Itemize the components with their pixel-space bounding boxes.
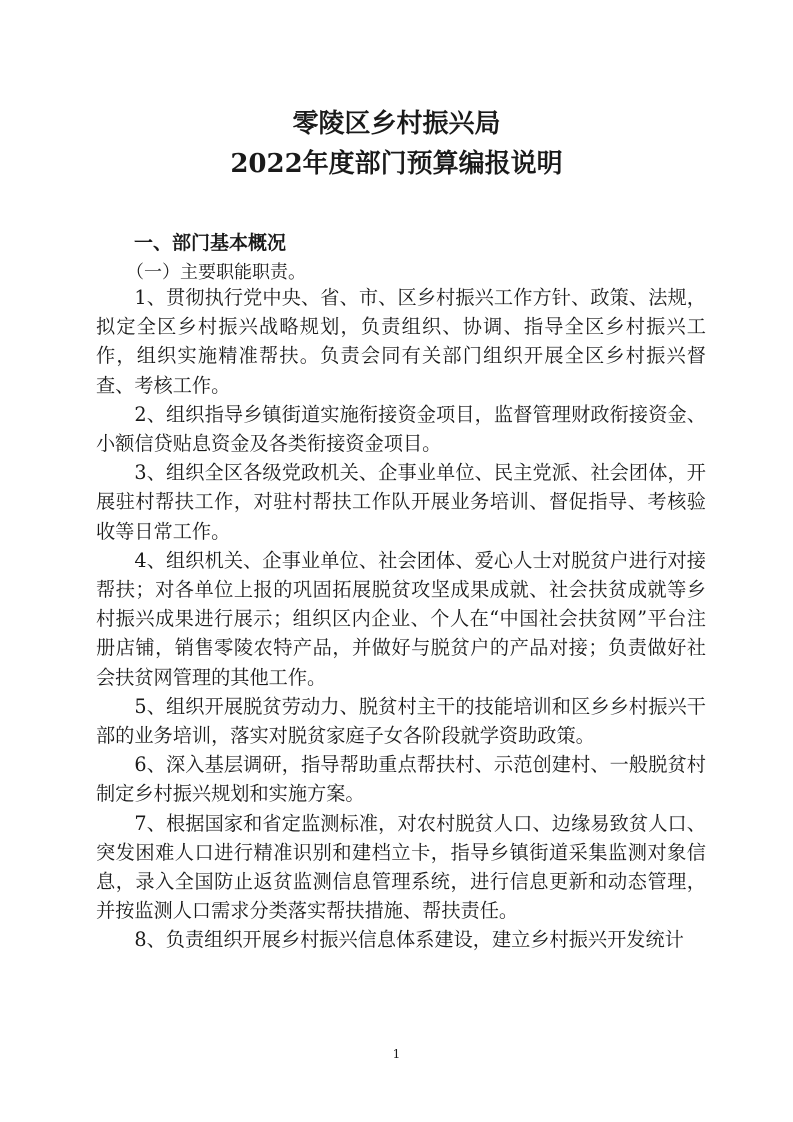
document-title-line-2: 2022年度部门预算编报说明 bbox=[230, 149, 563, 179]
document-title-line-1: 零陵区乡村振兴局 bbox=[292, 109, 501, 139]
section-heading: 一、部门基本概况 bbox=[134, 232, 287, 254]
paragraph-7: 7、根据国家和省定监测标准，对农村脱贫人口、边缘易致贫人口、突发困难人口进行精准识别和建档立卡，指导乡镇街道采集监测对象信息，录入全国防止返贫监测信息管理系统，进行信息更新和动态管理，并按监测人口需求分类落实帮扶措施、帮扶责任。 bbox=[96, 811, 706, 923]
paragraph-5: 5、组织开展脱贫劳动力、脱贫村主干的技能培训和区乡乡村振兴干部的业务培训，落实对脱贫家庭子女各阶段就学资助政策。 bbox=[96, 694, 706, 748]
paragraph-3: 3、组织全区各级党政机关、企事业单位、民主党派、社会团体，开展驻村帮扶工作，对驻村帮扶工作队开展业务培训、督促指导、考核验收等日常工作。 bbox=[96, 461, 706, 543]
paragraph-8: 8、负责组织开展乡村振兴信息体系建设，建立乡村振兴开发统计 bbox=[134, 928, 684, 952]
subsection-heading: （一）主要职能职责。 bbox=[126, 262, 306, 283]
paragraph-4: 4、组织机关、企事业单位、社会团体、爱心人士对脱贫户进行对接帮扶；对各单位上报的巩固拓展脱贫攻坚成果成就、社会扶贫成就等乡村振兴成果进行展示；组织区内企业、个人在“中国社会扶贫网”平台注册店铺，销售零陵农特产品，并做好与脱贫户的产品对接；负责做好社会扶贫网管理的其他工作。 bbox=[96, 548, 706, 689]
paragraph-1: 1、贯彻执行党中央、省、市、区乡村振兴工作方针、政策、法规，拟定全区乡村振兴战略规划，负责组织、协调、指导全区乡村振兴工作，组织实施精准帮扶。负责会同有关部门组织开展全区乡村振兴督查、考核工作。 bbox=[96, 286, 706, 397]
paragraph-2: 2、组织指导乡镇街道实施衔接资金项目，监督管理财政衔接资金、小额信贷贴息资金及各类衔接资金项目。 bbox=[96, 402, 706, 456]
body-text bbox=[96, 283, 706, 955]
page-number: 1 bbox=[392, 1047, 401, 1061]
paragraph-6: 6、深入基层调研，指导帮助重点帮扶村、示范创建村、一般脱贫村制定乡村振兴规划和实施方案。 bbox=[96, 753, 706, 806]
